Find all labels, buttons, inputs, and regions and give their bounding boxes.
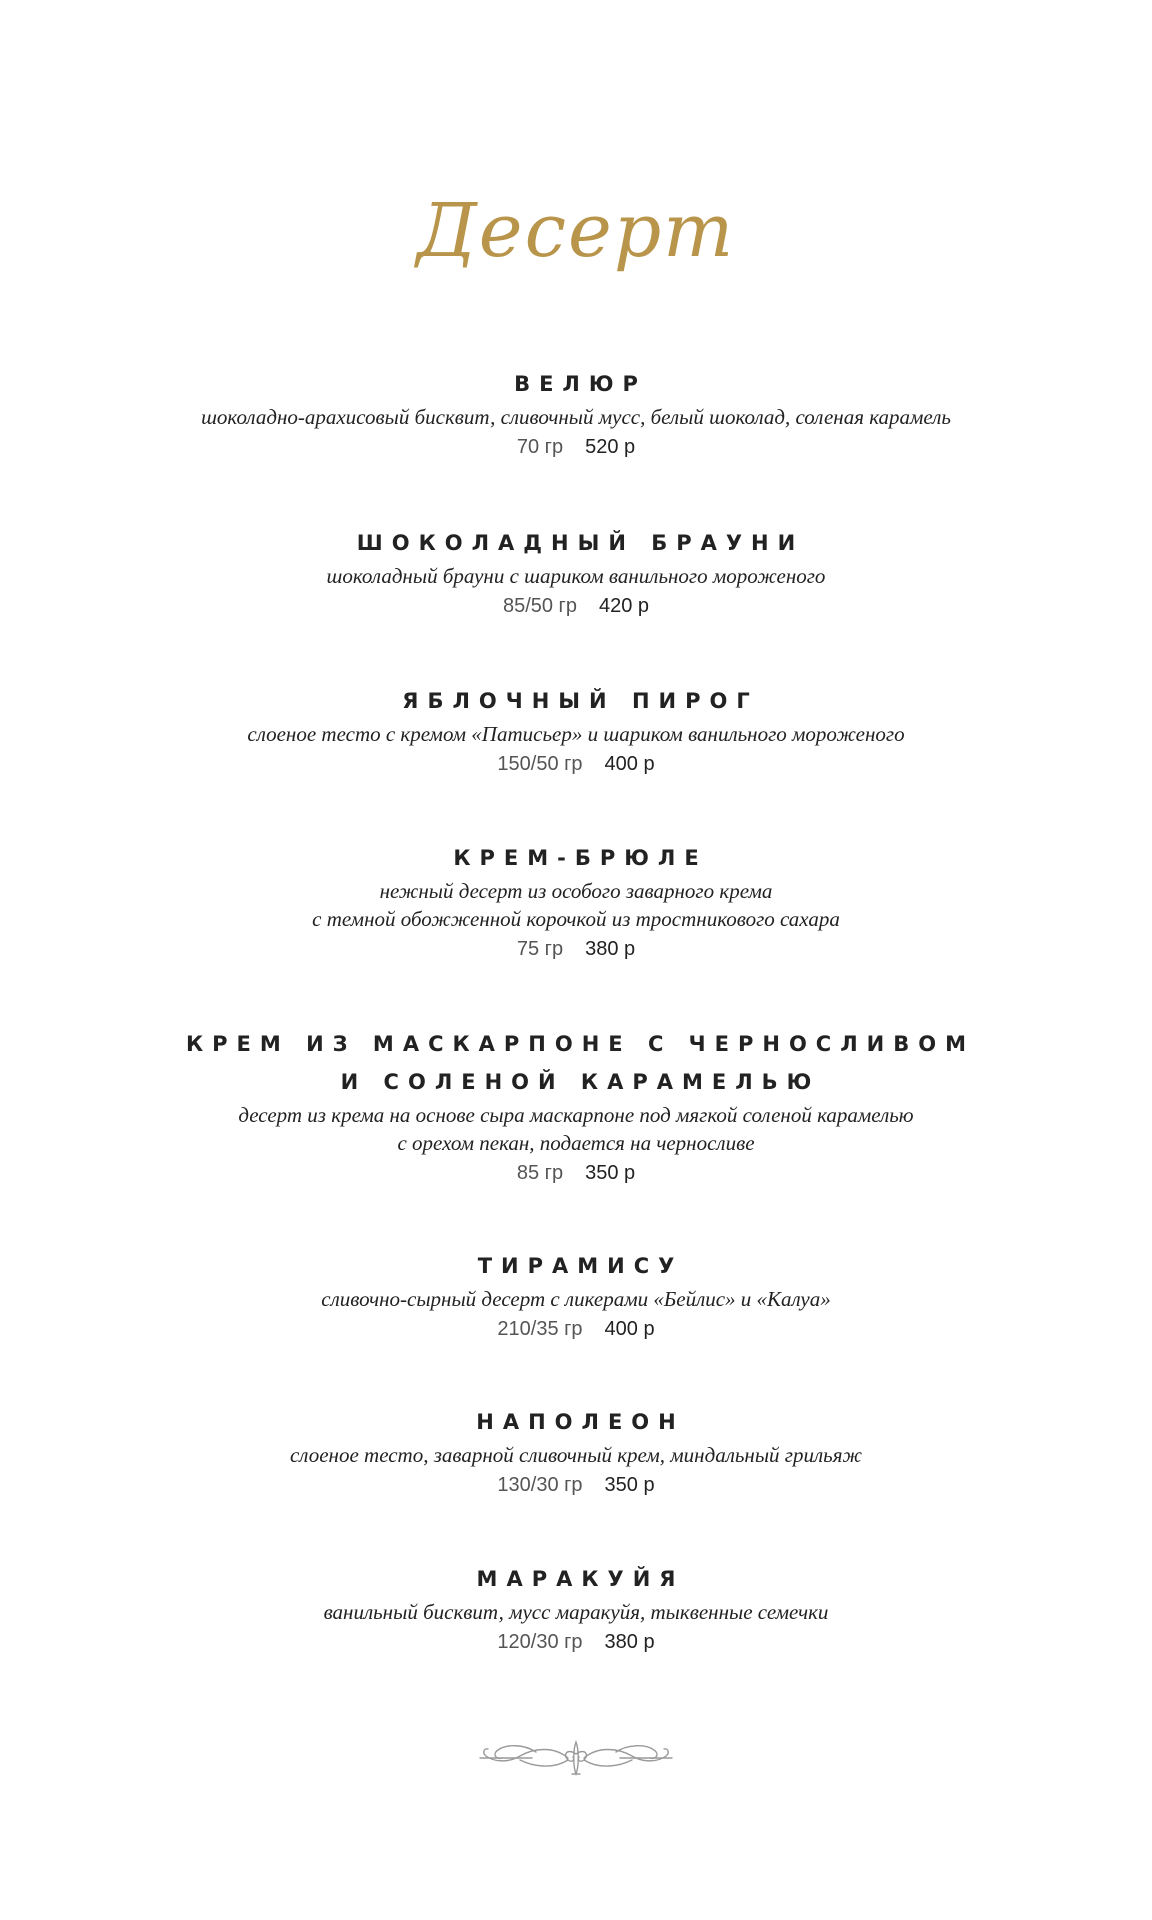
item-name: ШОКОЛАДНЫЙ БРАУНИ: [356, 531, 805, 555]
item-meta: [0, 1626, 1152, 1658]
item-name: ТИРАМИСУ: [477, 1254, 684, 1278]
item-name: КРЕМ ИЗ МАСКАРПОНЕ С ЧЕРНОСЛИВОМ: [186, 1032, 975, 1056]
menu-item: [0, 365, 1152, 463]
item-description: десерт из крема на основе сыра маскарпоне под мягкой соленой карамелью: [238, 1103, 914, 1127]
item-meta: [0, 590, 1152, 622]
item-description: с орехом пекан, подается на черносливе: [397, 1131, 755, 1155]
item-description: слоеное тесто, заварной сливочный крем, миндальный грильяж: [289, 1443, 863, 1467]
item-description: ванильный бисквит, мусс маракуйя, тыквенные семечки: [323, 1600, 829, 1624]
item-name: КРЕМ-БРЮЛЕ: [453, 846, 708, 870]
menu-item: [0, 682, 1152, 780]
item-meta: [0, 1313, 1152, 1345]
item-weight: 75 гр: [516, 938, 564, 960]
item-meta: [0, 748, 1152, 780]
menu-item: [0, 1025, 1152, 1189]
item-price: 420 р: [598, 595, 650, 617]
item-price: 400 р: [604, 1318, 655, 1340]
item-description: сливочно-сырный десерт с ликерами «Бейлис» и «Калуа»: [321, 1287, 831, 1311]
item-meta: [0, 1157, 1152, 1189]
item-name: НАПОЛЕОН: [476, 1410, 685, 1434]
item-name: ВЕЛЮР: [514, 372, 647, 396]
item-meta: [0, 431, 1152, 463]
item-price: 350 р: [585, 1162, 636, 1184]
flourish-divider-icon: [476, 1736, 676, 1780]
item-meta: [0, 933, 1152, 965]
item-description: шоколадно-арахисовый бисквит, сливочный мусс, белый шоколад, соленая карамель: [201, 405, 951, 429]
item-price: 380 р: [585, 938, 636, 960]
item-description: с темной обожженной корочкой из тростникового сахара: [312, 907, 840, 931]
item-description: слоеное тесто с кремом «Патисьер» и шариком ванильного мороженого: [247, 722, 905, 746]
item-name: ЯБЛОЧНЫЙ ПИРОГ: [402, 689, 759, 713]
menu-item: [0, 1560, 1152, 1658]
item-price: 520 р: [585, 436, 636, 458]
menu-item: [0, 524, 1152, 622]
item-price: 380 р: [604, 1631, 655, 1653]
item-weight: 85 гр: [516, 1162, 564, 1184]
item-weight: 210/35 гр: [497, 1318, 583, 1340]
item-weight: 150/50 гр: [497, 753, 583, 775]
item-meta: [0, 1469, 1152, 1501]
menu-item: [0, 839, 1152, 965]
item-name: И СОЛЕНОЙ КАРАМЕЛЬЮ: [340, 1070, 821, 1094]
item-weight: 70 гр: [516, 436, 564, 458]
item-price: 350 р: [604, 1474, 655, 1496]
item-description: шоколадный брауни с шариком ванильного мороженого: [326, 564, 826, 588]
menu-item: [0, 1247, 1152, 1345]
item-name: МАРАКУЙЯ: [476, 1567, 685, 1591]
item-description: нежный десерт из особого заварного крема: [379, 879, 773, 903]
item-weight: 130/30 гр: [497, 1474, 583, 1496]
menu-item: [0, 1403, 1152, 1501]
item-weight: 85/50 гр: [502, 595, 577, 617]
page-title: Десерт: [416, 188, 736, 274]
item-price: 400 р: [604, 753, 655, 775]
item-weight: 120/30 гр: [497, 1631, 583, 1653]
